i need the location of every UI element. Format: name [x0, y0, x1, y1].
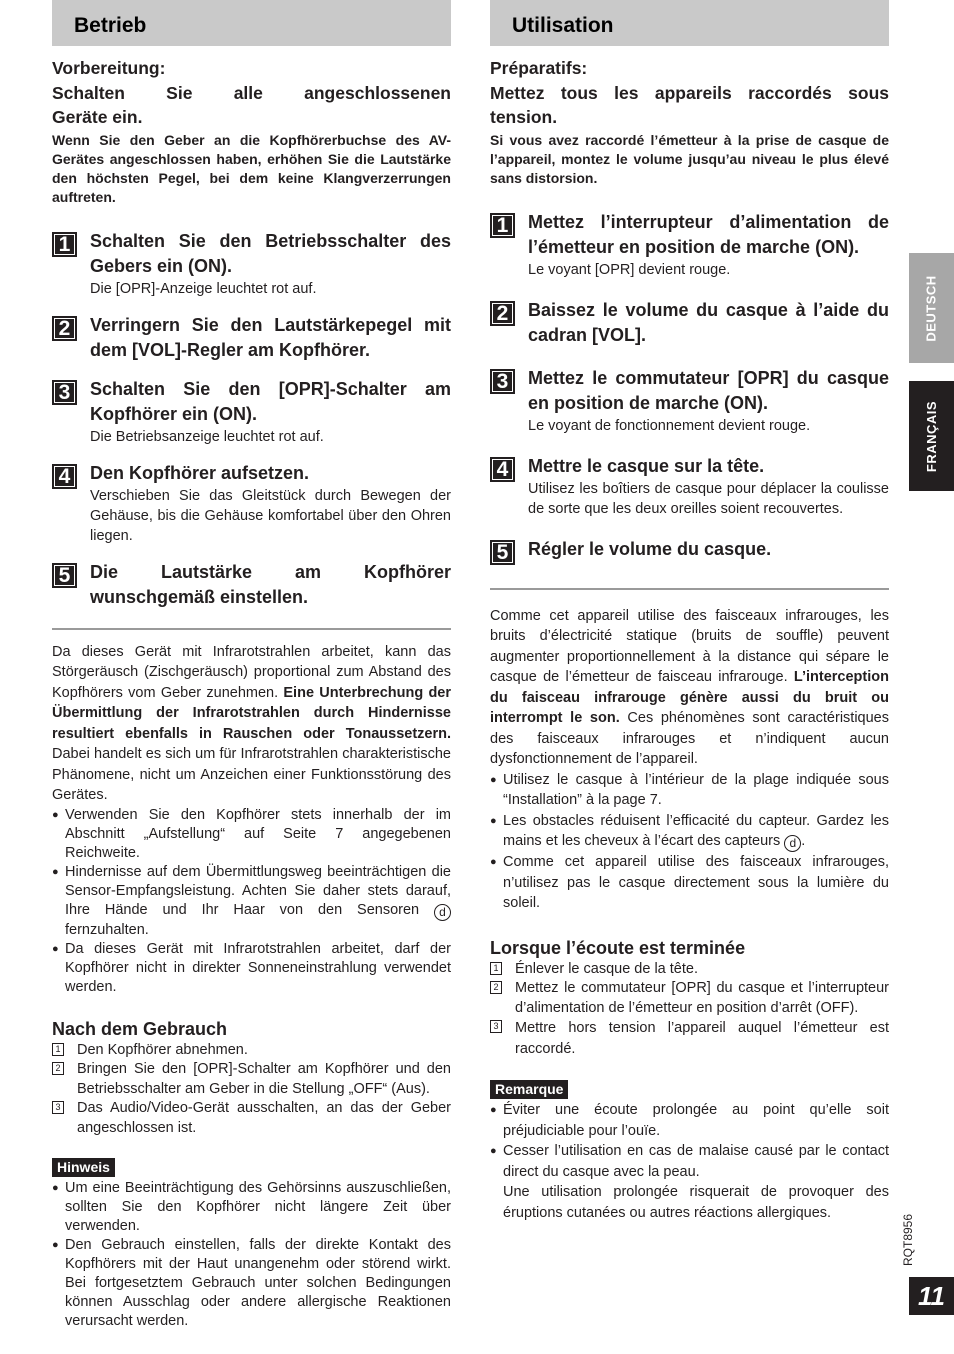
step-description: Utilisez les boîtiers de casque pour déplacer la coulisse de sorte que les deux oreilles soient recouvertes.	[528, 480, 889, 517]
after-use-title: Lorsque l’écoute est terminée	[490, 937, 746, 958]
note-tag: Remarque	[490, 1080, 568, 1099]
step-number: 1	[490, 213, 515, 238]
step-item	[490, 537, 889, 562]
language-tab-deutsch: DEUTSCH	[909, 253, 954, 363]
list-item: ● Utilisez le casque à l’intérieur de la plage indiquée sous “Installation” à la page 7.	[490, 770, 889, 811]
step-number: 3	[490, 369, 515, 394]
step-title: Mettez l’interrupteur d’alimentation de l’émetteur en position de marche (ON).	[528, 211, 889, 257]
step-list	[52, 229, 451, 610]
preparation-subtitle: Mettez tous les appareils raccordés sous	[490, 82, 889, 103]
step-title: Mettez le commutateur [OPR] du casque en position de marche (ON).	[528, 367, 889, 413]
french-column	[490, 0, 889, 1223]
list-item: ● Um eine Beeinträchtigung des Gehörsinns auszuschließen, sollten Sie den Kopfhörer nicht längere Zeit über verwenden.	[52, 1179, 451, 1236]
step-number: 3	[52, 380, 77, 405]
divider	[490, 588, 889, 590]
step-number: 2	[490, 301, 515, 326]
note-block	[52, 1158, 451, 1331]
step-title: Die Lautstärke am Kopfhörer wunschgemäß einstellen.	[90, 561, 451, 607]
german-column	[52, 0, 451, 1331]
step-item	[490, 454, 889, 519]
list-item: 1 Énlever le casque de la tête.	[490, 960, 889, 980]
preparation-subtitle: tension.	[490, 107, 558, 127]
after-use-list	[52, 1041, 451, 1139]
precaution-list	[490, 770, 889, 914]
step-item	[490, 366, 889, 436]
list-item: 2 Mettez le commutateur [OPR] du casque et l’interrupteur d’alimentation de l’émetteur en position d’arrêt (OFF).	[490, 979, 889, 1018]
step-list	[490, 210, 889, 562]
list-item: ● Verwenden Sie den Kopfhörer stets innerhalb der im Abschnitt „Aufstellung“ auf Seite 7 angegebenen Reichweite.	[52, 806, 451, 863]
preparation-text: Si vous avez raccordé l’émetteur à la prise de casque de l’appareil, montez le volume jusqu’au niveau le plus élevé sans distorsion.	[490, 131, 889, 186]
note-block	[490, 1080, 889, 1223]
note-tag: Hinweis	[52, 1158, 115, 1177]
sensor-mark-icon: d	[434, 904, 451, 921]
info-emphasis: Eine Unterbrechung der Übermittlung der Infrarotstrahlen durch Hindernisse resultiert ebenfalls in Rauschen oder Tonaussetzern.	[52, 684, 452, 742]
step-item	[490, 210, 889, 280]
section-title: Utilisation	[490, 0, 889, 46]
step-item	[52, 461, 451, 546]
number-box: 2	[490, 981, 502, 994]
list-item: 2 Bringen Sie den [OPR]-Schalter am Kopfhörer und den Betriebsschalter am Geber in die Stellung „OFF“ (Aus).	[52, 1060, 451, 1099]
list-item: ● Cesser l’utilisation en cas de malaise causé par le contact direct du casque avec la peau. Une utilisation prolongée risquerait de provoquer des éruptions cutanées ou autres réactions allergiques.	[490, 1141, 889, 1223]
list-item: ● Da dieses Gerät mit Infrarotstrahlen arbeitet, darf der Kopfhörer nicht in direkter Sonneneinstrahlung verwendet werden.	[52, 940, 451, 997]
after-use-title: Nach dem Gebrauch	[52, 1018, 228, 1039]
step-number: 2	[52, 316, 77, 341]
divider	[52, 628, 451, 630]
step-title: Régler le volume du casque.	[528, 538, 772, 559]
preparation-subtitle: Schalten Sie alle angeschlossenen	[52, 82, 451, 103]
precaution-list	[52, 806, 451, 997]
list-item: ● Den Gebrauch einstellen, falls der direkte Kontakt des Kopfhörers mit der Haut unangenehm oder störend wirkt. Bei fortgesetztem Gebrauch unter solchen Bedingungen können Ausschlag oder andere allergische Reaktionen verursacht werden.	[52, 1236, 451, 1331]
step-title: Mettre le casque sur la tête.	[528, 455, 765, 476]
info-text: Ces phénomènes sont caractéristiques des faisceaux infrarouges et n’indiquent aucun dysfonctionnement de l’appareil.	[490, 710, 889, 767]
list-item: 3 Das Audio/Video-Gerät ausschalten, an das der Geber angeschlossen ist.	[52, 1099, 451, 1138]
step-description: Le voyant de fonctionnement devient rouge.	[528, 417, 811, 434]
number-box: 1	[490, 962, 502, 975]
step-title: Schalten Sie den Betriebsschalter des Gebers ein (ON).	[90, 230, 451, 276]
step-title: Den Kopfhörer aufsetzen.	[90, 462, 310, 483]
section-title: Betrieb	[52, 0, 451, 46]
number-box: 3	[490, 1020, 502, 1033]
preparation-subtitle: Geräte ein.	[52, 107, 143, 127]
info-text: Da dieses Gerät mit Infrarotstrahlen arbeitet, kann das Störgeräusch (Zischgeräusch) proportional zum Abstand des Kopfhörers vom Geber zunehmen.	[52, 643, 451, 701]
sensor-mark-icon: d	[784, 835, 801, 852]
step-item	[52, 229, 451, 299]
step-description: Verschieben Sie das Gleitstück durch Bewegen der Gehäuse, bis die Gehäuse komfortabel über den Ohren liegen.	[90, 487, 451, 544]
list-item: ● Éviter une écoute prolongée au point qu’elle soit préjudiciable pour l’ouïe.	[490, 1100, 889, 1141]
step-number: 5	[52, 563, 77, 588]
step-item	[52, 377, 451, 447]
preparation-title: Préparatifs:	[490, 58, 588, 78]
step-item	[490, 298, 889, 348]
page-number: 11	[909, 1277, 954, 1315]
model-code: RQT8956	[901, 1213, 915, 1267]
list-item: ● Les obstacles réduisent l’efficacité du capteur. Gardez les mains et les cheveux à l’écart des capteurs d .	[490, 811, 889, 853]
language-tab-francais: FRANÇAIS	[909, 381, 954, 491]
step-number: 4	[52, 464, 77, 489]
step-description: Die [OPR]-Anzeige leuchtet rot auf.	[90, 280, 317, 297]
number-box: 1	[52, 1043, 64, 1056]
info-text: Dabei handelt es sich um für Infrarotstrahlen charakteristische Phänomene, nicht um Anzeichen einer Funktionsstörung des Gerätes.	[52, 746, 451, 803]
step-description: Le voyant [OPR] devient rouge.	[528, 261, 731, 278]
step-title: Baissez le volume du casque à l’aide du cadran [VOL].	[528, 299, 889, 345]
step-number: 5	[490, 540, 515, 565]
number-box: 2	[52, 1062, 64, 1075]
step-title: Verringern Sie den Lautstärkepegel mit dem [VOL]-Regler am Kopfhörer.	[90, 314, 451, 360]
info-text: Comme cet appareil utilise des faisceaux infrarouges, les bruits d’électricité statique (bruits de souffle) peuvent augmenter proportionnellement à la distance qui sépare le casque de l’émetteur de faisceau infrarouge.	[490, 607, 889, 685]
step-description: Die Betriebsanzeige leuchtet rot auf.	[90, 428, 324, 445]
infrared-info	[490, 606, 889, 770]
preparation-title: Vorbereitung:	[52, 58, 166, 78]
step-number: 1	[52, 232, 77, 257]
list-item: 1 Den Kopfhörer abnehmen.	[52, 1041, 451, 1061]
list-item: ● Comme cet appareil utilise des faisceaux infrarouges, n’utilisez pas le casque directement sous la lumière du soleil.	[490, 852, 889, 914]
preparation-block	[490, 56, 889, 188]
list-item: 3 Mettre hors tension l’appareil auquel l’émetteur est raccordé.	[490, 1018, 889, 1060]
step-number: 4	[490, 457, 515, 482]
infrared-info	[52, 642, 451, 806]
after-use-list	[490, 960, 889, 1061]
number-box: 3	[52, 1101, 64, 1114]
step-title: Schalten Sie den [OPR]-Schalter am Kopfhörer ein (ON).	[90, 378, 451, 424]
info-emphasis: L’interception du faisceau infrarouge génère aussi du bruit ou interrompt le son.	[490, 669, 889, 726]
preparation-block	[52, 56, 451, 207]
preparation-text: Wenn Sie den Geber an die Kopfhörerbuchse des AV-Gerätes angeschlossen haben, erhöhen Sie die Lautstärke den höchsten Pegel, bei dem keine Klangverzerrungen auftreten.	[52, 131, 451, 205]
step-item	[52, 313, 451, 363]
step-item	[52, 560, 451, 610]
list-item: ● Hindernisse auf dem Übermittlungsweg beeinträchtigen die Sensor-Empfangsleistung. Achten Sie daher stets darauf, Ihre Hände und Ihr Haar von den Sensoren d fernzuhalten.	[52, 863, 451, 940]
